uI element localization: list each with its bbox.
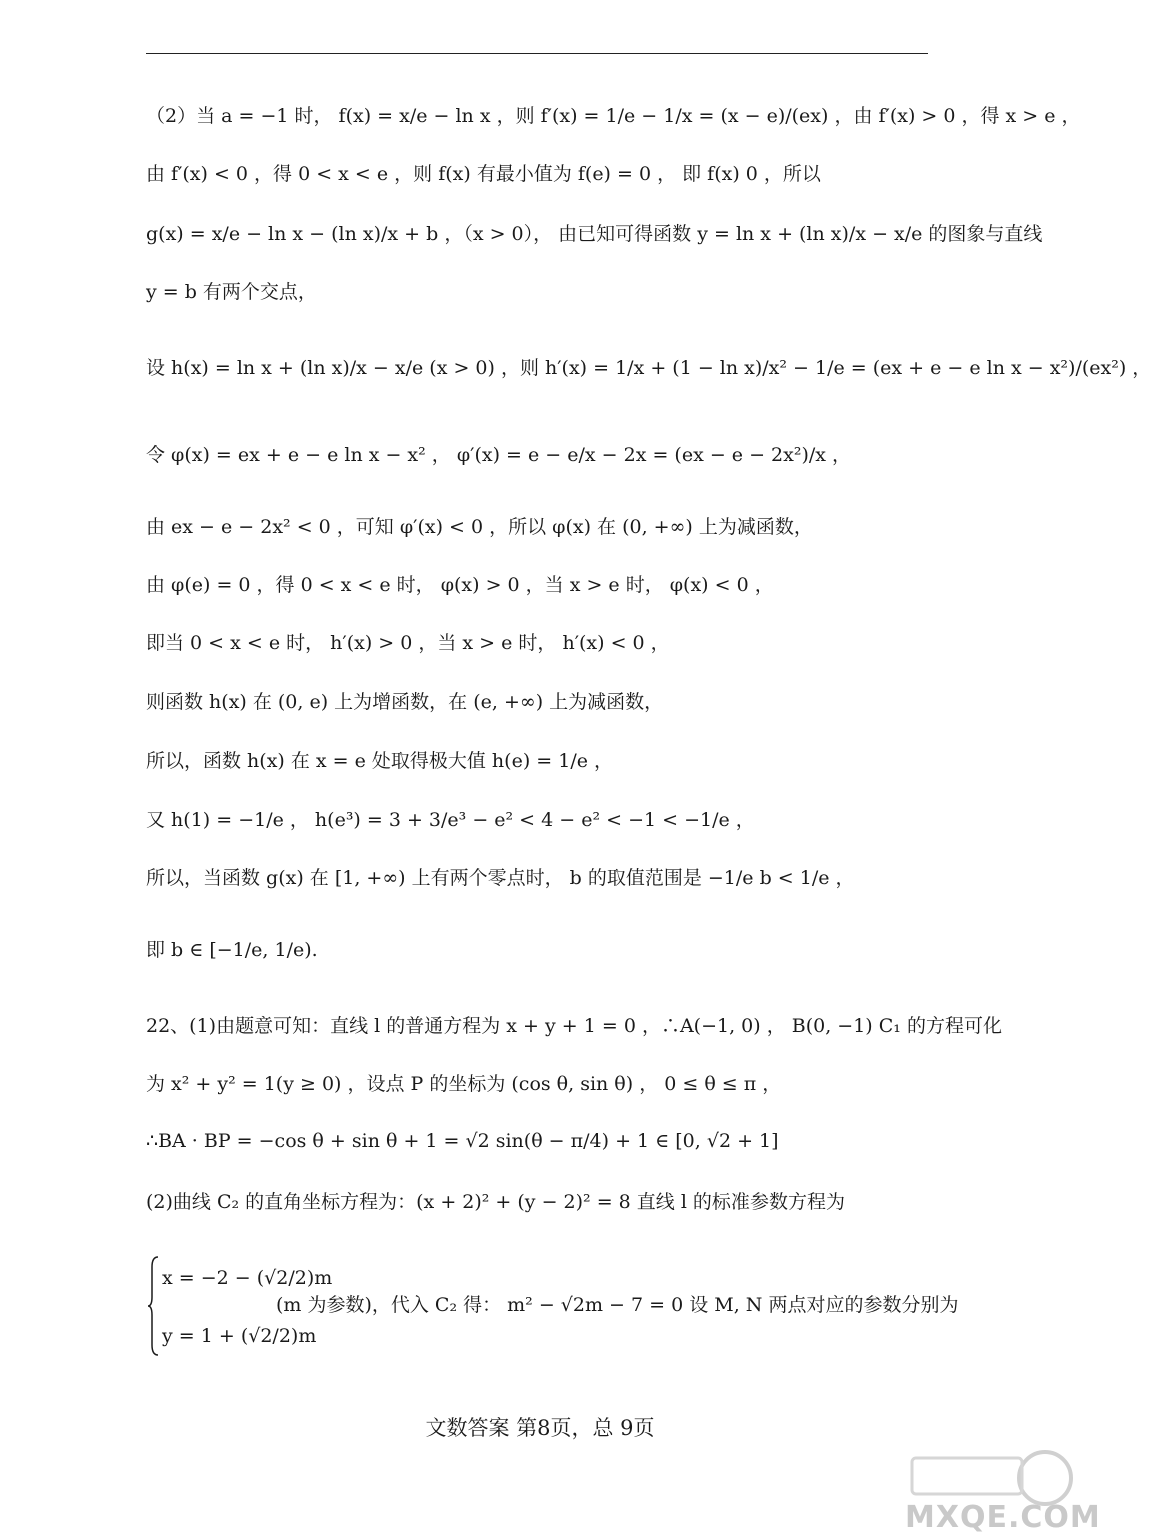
text-line: g(x) = x/e − ln x − (ln x)/x + b ，（x > 0）， 由已知可得函数 y = ln x + (ln x)/x − x/e 的图象与直线 [146,223,1043,245]
text-line: （2）当 a = −1 时， f(x) = x/e − ln x ，则 f′(x) = 1/e − 1/x = (x − e)/(ex) ，由 f′(x) > 0 ，得 x > e ， [146,105,1081,127]
text-line: ∴BA · BP = −cos θ + sin θ + 1 = √2 sin(θ − π/4) + 1 ∈ [0, √2 + 1] [146,1130,779,1152]
watermark-text: MXQE.COM [905,1500,1101,1535]
text-line: y = b 有两个交点， [146,281,317,303]
text-line: 即 b ∈ [−1/e, 1/e). [146,939,318,961]
text-line: 由 ex − e − 2x² < 0 ，可知 φ′(x) < 0 ，所以 φ(x) 在 (0, +∞) 上为减函数， [146,516,813,538]
text-line: 则函数 h(x) 在 (0, e) 上为增函数，在 (e, +∞) 上为减函数， [146,691,664,713]
text-line: (m 为参数)，代入 C₂ 得： m² − √2m − 7 = 0 设 M, N 两点对应的参数分别为 [276,1294,959,1316]
text-line: 即当 0 < x < e 时， h′(x) > 0 ，当 x > e 时， h′(x) < 0 ， [146,632,670,654]
text-line: 为 x² + y² = 1(y ≥ 0) ，设点 P 的坐标为 (cos θ, sin θ) ， 0 ≤ θ ≤ π ， [146,1073,782,1095]
text-line: 又 h(1) = −1/e ， h(e³) = 3 + 3/e³ − e² < 4 − e² < −1 < −1/e ， [146,809,755,831]
text-line: 所以，当函数 g(x) 在 [1, +∞) 上有两个零点时， b 的取值范围是 −1/e b < 1/e ， [146,867,855,889]
page-footer: 文数答案 第8页，总 9页 [425,1416,655,1440]
equation-line: y = 1 + (√2/2)m [162,1325,317,1347]
text-line: 令 φ(x) = ex + e − e ln x − x² ， φ′(x) = e − e/x − 2x = (ex − e − 2x²)/x ， [146,444,852,466]
equation-line: x = −2 − (√2/2)m [162,1267,333,1289]
piecewise-brace [148,1255,158,1357]
text-line: 由 f′(x) < 0 ，得 0 < x < e ，则 f(x) 有最小值为 f(e) = 0 ， 即 f(x) 0 ，所以 [146,163,821,185]
header-rule [146,53,928,54]
text-line: 由 φ(e) = 0 ，得 0 < x < e 时， φ(x) > 0 ，当 x > e 时， φ(x) < 0 ， [146,574,774,596]
text-line: 所以，函数 h(x) 在 x = e 处取得极大值 h(e) = 1/e ， [146,750,614,772]
text-line: 22、(1)由题意可知：直线 l 的普通方程为 x + y + 1 = 0 ，∴A(−1, 0) ， B(0, −1) C₁ 的方程可化 [146,1015,1002,1037]
text-line: 设 h(x) = ln x + (ln x)/x − x/e (x > 0) ，则 h′(x) = 1/x + (1 − ln x)/x² − 1/e = (ex + e − e ln x − x²)/(ex²) ， [146,357,1151,379]
text-line: (2)曲线 C₂ 的直角坐标方程为：(x + 2)² + (y − 2)² = 8 直线 l 的标准参数方程为 [146,1191,845,1213]
